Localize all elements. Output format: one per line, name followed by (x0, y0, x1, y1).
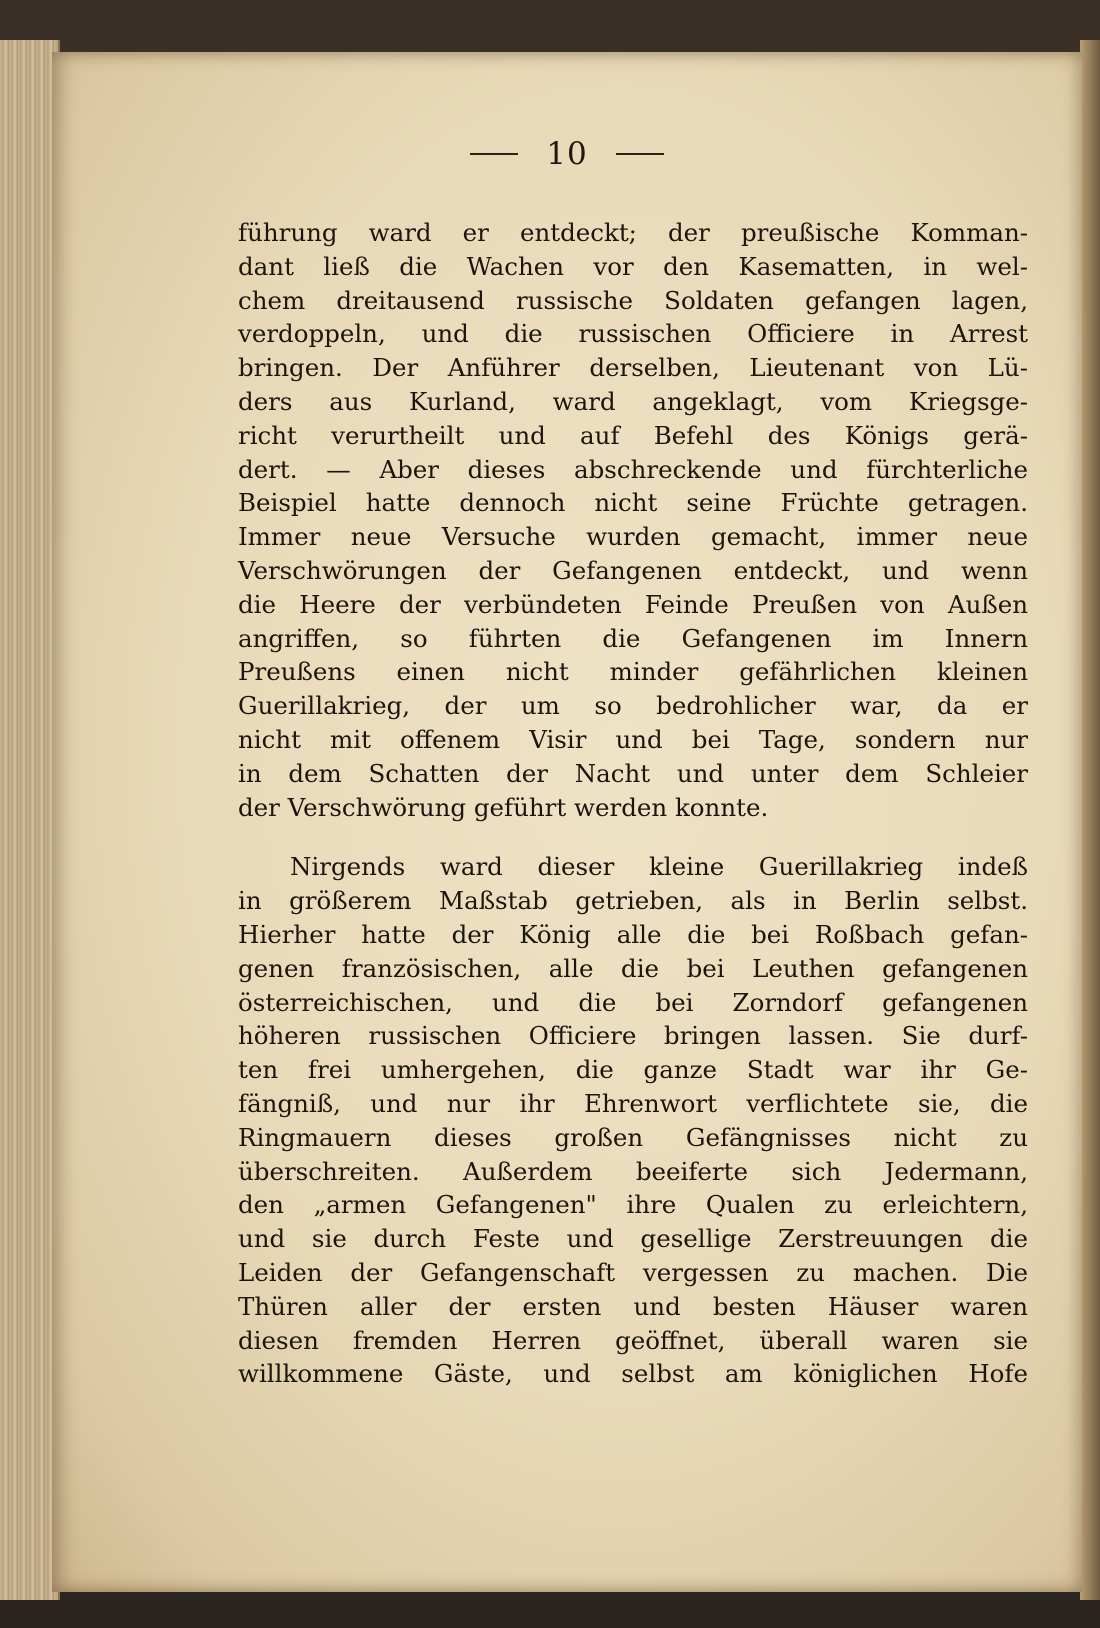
text-line: und sie durch Feste und gesellige Zerstreuungen die (238, 1224, 1028, 1254)
text-line: angriffen, so führten die Gefangenen im Innern (238, 623, 1028, 653)
text-line: in dem Schatten der Nacht und unter dem Schleier (238, 758, 1028, 788)
book-page (52, 52, 1082, 1592)
text-line: Beispiel hatte dennoch nicht seine Früchte getragen. (238, 488, 1028, 518)
book-spine-edge (1080, 40, 1100, 1600)
text-line: fängniß, und nur ihr Ehrenwort verflichtete sie, die (238, 1088, 1028, 1118)
text-line: chem dreitausend russische Soldaten gefangen lagen, (238, 285, 1028, 315)
text-line: überschreiten. Außerdem beeiferte sich Jedermann, (238, 1156, 1028, 1186)
text-line: bringen. Der Anführer derselben, Lieutenant von Lü- (238, 353, 1028, 383)
page-number: 10 (546, 136, 588, 172)
text-line: führung ward er entdeckt; der preußische Komman- (238, 218, 1028, 247)
text-line: genen französischen, alle die bei Leuthen gefangenen (238, 953, 1028, 983)
text-line: willkommene Gäste, und selbst am königlichen Hofe (238, 1359, 1028, 1389)
text-line: Nirgends ward dieser kleine Guerillakrieg indeß (290, 852, 1028, 882)
text-line: Ringmauern dieses großen Gefängnisses nicht zu (238, 1122, 1028, 1152)
text-line: nicht mit offenem Visir und bei Tage, sondern nur (238, 724, 1028, 754)
header-dash-left (470, 153, 518, 155)
paragraph-break (238, 824, 1028, 850)
body-text (238, 216, 1028, 1391)
text-line: Immer neue Versuche wurden gemacht, immer neue (238, 522, 1028, 552)
text-line: höheren russischen Officiere bringen lassen. Sie durf- (238, 1021, 1028, 1051)
text-line: Hierher hatte der König alle die bei Roßbach gefan- (238, 919, 1028, 949)
text-line: die Heere der verbündeten Feinde Preußen von Außen (238, 589, 1028, 619)
text-line: Thüren aller der ersten und besten Häuser waren (238, 1291, 1028, 1321)
text-line: verdoppeln, und die russischen Officiere in Arrest (238, 319, 1028, 349)
text-line: ders aus Kurland, ward angeklagt, vom Kriegsge- (238, 386, 1028, 416)
text-line: österreichischen, und die bei Zorndorf gefangenen (238, 987, 1028, 1017)
text-line: in größerem Maßstab getrieben, als in Berlin selbst. (238, 886, 1028, 916)
text-line: richt verurtheilt und auf Befehl des Königs gerä- (238, 420, 1028, 450)
text-line: der Verschwörung geführt werden konnte. (238, 792, 769, 822)
text-line: diesen fremden Herren geöffnet, überall waren sie (238, 1325, 1028, 1355)
text-line: den „armen Gefangenen" ihre Qualen zu erleichtern, (238, 1190, 1028, 1220)
book-page-edges (0, 40, 60, 1600)
text-line: Guerillakrieg, der um so bedrohlicher war, da er (238, 691, 1028, 721)
text-line: dert. — Aber dieses abschreckende und fürchterliche (238, 454, 1028, 484)
text-line: Leiden der Gefangenschaft vergessen zu machen. Die (238, 1257, 1028, 1287)
text-line: ten frei umhergehen, die ganze Stadt war ihr Ge- (238, 1055, 1028, 1085)
header-dash-right (616, 153, 664, 155)
page-header (52, 136, 1082, 172)
text-line: Preußens einen nicht minder gefährlichen kleinen (238, 657, 1028, 687)
text-line: dant ließ die Wachen vor den Kasematten, in wel- (238, 251, 1028, 281)
text-line: Verschwörungen der Gefangenen entdeckt, und wenn (238, 555, 1028, 585)
